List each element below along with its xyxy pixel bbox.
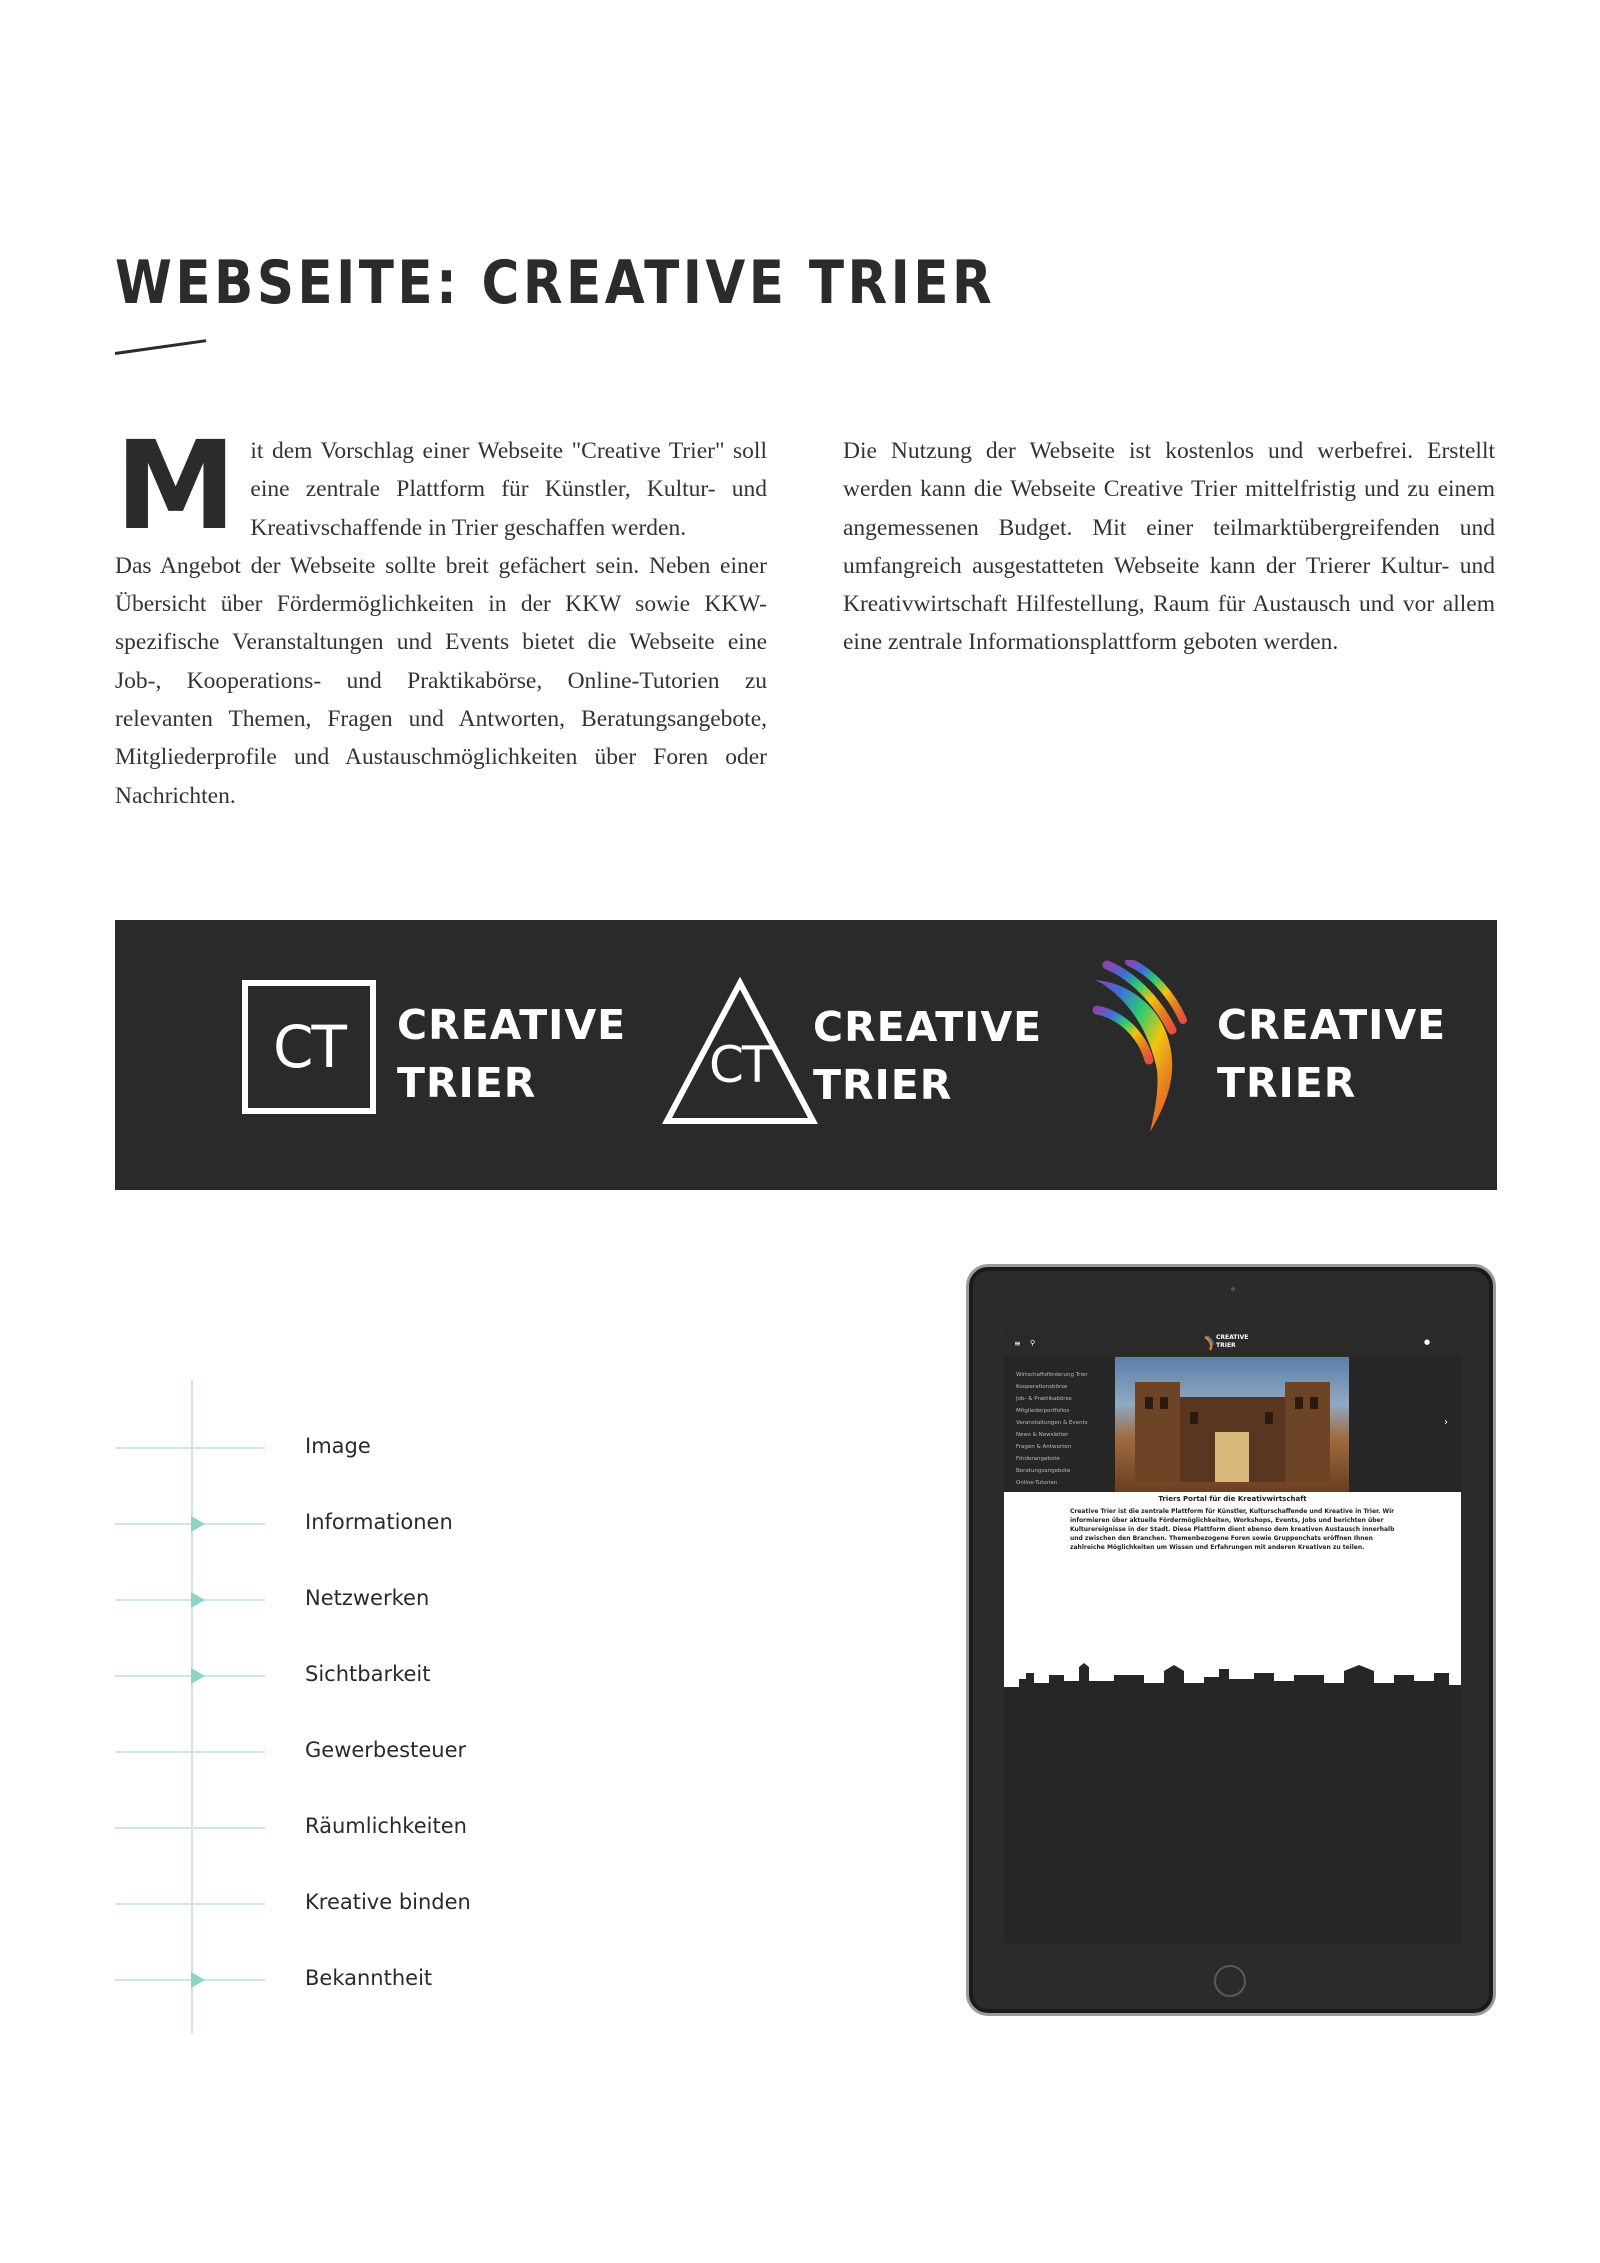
logo-variants-band [115, 920, 1497, 1190]
intro-left-column [115, 415, 767, 815]
search-icon[interactable]: ⚲ [1030, 1339, 1036, 1347]
site-logo-line2: TRIER [1216, 1342, 1236, 1349]
logo-3-wordmark [1217, 996, 1446, 1112]
logo-square-monogram: CT [242, 980, 376, 1114]
site-intro-text: Creative Trier ist die zentrale Plattform für Künstler, Kulturschaffende und Kreative in Trier. Wir informieren über aktuelle Fördermöglichkeiten, Workshops, Events, Jobs und berichten über Kulturereignisse in der Stadt. Diese Plattform dient ebenso dem kreativen Austausch innerhalb und zwischen den Branchen. Themenbezogene Foren sowie Gruppenchats eröffnen Ihnen zahlreiche Möglichkeiten um Wissen und Erfahrungen mit anderen Kreativen zu teilen. [1070, 1508, 1395, 1551]
goals-timeline [115, 1380, 615, 2040]
logo-2-monogram: CT [709, 1036, 771, 1094]
page-title: WEBSEITE: CREATIVE TRIER [115, 248, 996, 318]
logo-2-line2: TRIER [813, 1061, 953, 1109]
nav-item[interactable]: Wirtschaftsförderung Trier [1016, 1372, 1088, 1378]
nav-item[interactable]: Job- & Praktikabörse [1016, 1396, 1072, 1402]
nav-item[interactable]: Fragen & Antworten [1016, 1444, 1072, 1450]
timeline-branch [115, 1903, 265, 1905]
timeline-item [115, 1656, 615, 1696]
timeline-item [115, 1428, 615, 1468]
intro-paragraph-3: Die Nutzung der Webseite ist kostenlos und werbefrei. Erstellt werden kann die Webseite Creative Trier mittelfristig und zu einem angemessenen Budget. Mit einer teilmarktübergreifenden und umfangreich ausgestatteten Webseite kann der Trierer Kultur- und Kreativwirtschaft Hilfestellung, Raum für Austausch und vor allem eine zentrale Informationsplattform geboten werden. [843, 438, 1495, 656]
timeline-item [115, 1808, 615, 1848]
nav-item[interactable]: Kooperationsbörse [1016, 1384, 1068, 1390]
tablet-home-button[interactable] [1214, 1965, 1246, 1997]
nav-item[interactable]: Veranstaltungen & Events [1016, 1420, 1088, 1426]
timeline-label: Gewerbesteuer [305, 1738, 467, 1762]
trier-skyline-illustration [1004, 1645, 1461, 1695]
timeline-item [115, 1504, 615, 1544]
intro-paragraph-1: it dem Vorschlag einer Webseite "Creative Trier" soll eine zentrale Plattform für Künstler, Kultur- und Kreativschaffende in Trier geschaffen werden. [250, 438, 767, 541]
title-underline [115, 339, 207, 355]
site-logo-icon [1204, 1335, 1214, 1351]
timeline-label: Räumlichkeiten [305, 1814, 467, 1838]
timeline-item [115, 1732, 615, 1772]
intro-paragraph-2: Das Angebot der Webseite sollte breit gefächert sein. Neben einer Übersicht über Fördermöglichkeiten in der KKW sowie KKW-spezifische Veranstaltungen und Events bietet die Webseite eine Job-, Kooperations- und Praktikabörse, Online-Tutorien zu relevanten Themen, Fragen und Antworten, Beratungsangebote, Mitgliederprofile und Austauschmöglichkeiten über Foren oder Nachrichten. [115, 552, 767, 809]
logo-1-line2: TRIER [397, 1059, 537, 1107]
rainbow-hand-icon [1087, 960, 1197, 1140]
tablet-screen [1004, 1331, 1461, 1943]
logo-2-wordmark [813, 998, 1042, 1114]
menu-icon[interactable]: ≡ [1014, 1339, 1021, 1348]
timeline-branch [115, 1979, 265, 1981]
tablet-mockup [966, 1264, 1496, 2016]
timeline-label: Sichtbarkeit [305, 1662, 431, 1686]
porta-nigra-photo [1115, 1357, 1349, 1492]
intro-right-column [843, 432, 1495, 662]
site-logo-wordmark [1216, 1334, 1248, 1350]
nav-item[interactable]: News & Newsletter [1016, 1432, 1069, 1438]
carousel-next-icon[interactable]: › [1444, 1417, 1448, 1428]
timeline-item [115, 1960, 615, 2000]
timeline-label: Kreative binden [305, 1890, 471, 1914]
site-tagline: Triers Portal für die Kreativwirtschaft [1158, 1495, 1307, 1503]
logo-1-wordmark [397, 996, 626, 1112]
timeline-branch [115, 1447, 265, 1449]
timeline-item [115, 1580, 615, 1620]
arrow-right-icon [191, 1592, 205, 1608]
user-icon[interactable]: ● [1424, 1338, 1431, 1346]
timeline-label: Image [305, 1434, 371, 1458]
timeline-branch [115, 1675, 265, 1677]
timeline-branch [115, 1523, 265, 1525]
timeline-label: Bekanntheit [305, 1966, 433, 1990]
logo-1-line1: CREATIVE [397, 1001, 627, 1049]
arrow-right-icon [191, 1516, 205, 1532]
nav-item[interactable]: Förderangebote [1016, 1456, 1060, 1462]
timeline-axis [191, 1380, 193, 2034]
site-nav [1016, 1369, 1088, 1489]
nav-item[interactable]: Beratungsangebote [1016, 1468, 1071, 1474]
logo-2-line1: CREATIVE [813, 1003, 1043, 1051]
timeline-item [115, 1884, 615, 1924]
arrow-right-icon [191, 1668, 205, 1684]
timeline-branch [115, 1827, 265, 1829]
site-logo-line1: CREATIVE [1216, 1334, 1249, 1341]
arrow-right-icon [191, 1972, 205, 1988]
porta-nigra-illustration [1115, 1357, 1349, 1492]
timeline-branch [115, 1751, 265, 1753]
timeline-branch [115, 1599, 265, 1601]
drop-cap: M [115, 415, 237, 557]
logo-3-line2: TRIER [1217, 1059, 1357, 1107]
nav-item[interactable]: Mitgliederportfolios [1016, 1408, 1070, 1414]
timeline-label: Netzwerken [305, 1586, 430, 1610]
tablet-camera [1231, 1287, 1235, 1291]
logo-3-line1: CREATIVE [1217, 1001, 1447, 1049]
nav-item[interactable]: Online-Tutorien [1016, 1480, 1058, 1486]
timeline-label: Informationen [305, 1510, 453, 1534]
